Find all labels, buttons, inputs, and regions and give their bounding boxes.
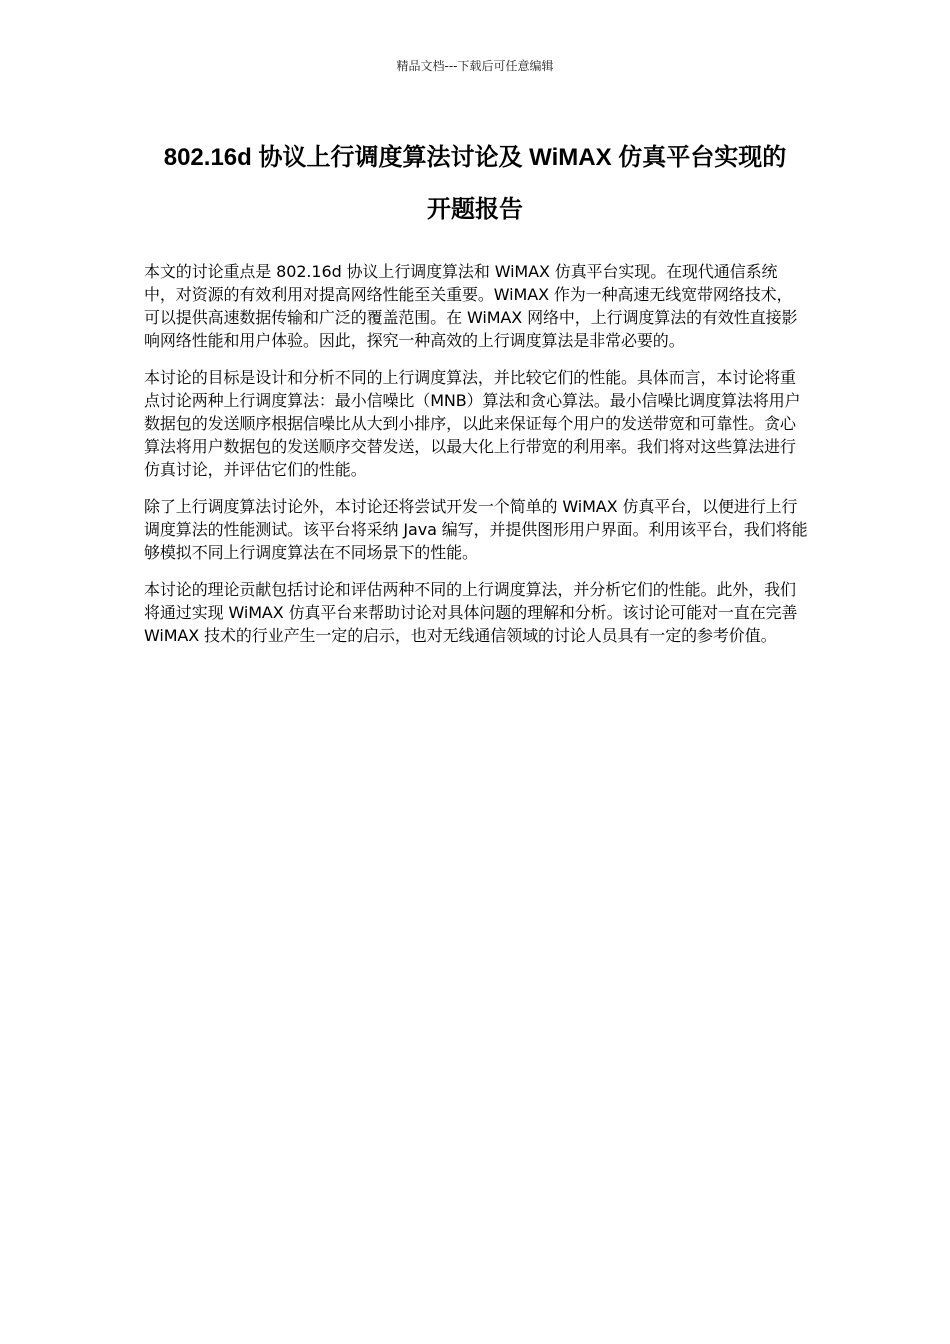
title-line-1: 802.16d 协议上行调度算法讨论及 WiMAX 仿真平台实现的 bbox=[163, 144, 787, 171]
paragraph-1: 本文的讨论重点是 802.16d 协议上行调度算法和 WiMAX 仿真平台实现。在现代通信系统中，对资源的有效利用对提高网络性能至关重要。WiMAX 作为一种高速无线宽带网络技术，可以提供高速数据传输和广泛的覆盖范围。在 WiMAX 网络中，上行调度算法的有效性直接影响网络性能和用户体验。因此，探究一种高效的上行调度算法是非常必要的。 bbox=[144, 262, 798, 350]
paragraph-2: 本讨论的目标是设计和分析不同的上行调度算法，并比较它们的性能。具体而言，本讨论将重点讨论两种上行调度算法：最小信噪比（MNB）算法和贪心算法。最小信噪比调度算法将用户数据包的发送顺序根据信噪比从大到小排序，以此来保证每个用户的发送带宽和可靠性。贪心算法将用户数据包的发送顺序交替发送，以最大化上行带宽的利用率。我们将对这些算法进行仿真讨论，并评估它们的性能。 bbox=[144, 368, 801, 479]
paragraph-3: 除了上行调度算法讨论外，本讨论还将尝试开发一个简单的 WiMAX 仿真平台，以便进行上行调度算法的性能测试。该平台将采纳 Java 编写，并提供图形用户界面。利用该平台，我们将能够模拟不同上行调度算法在不同场景下的性能。 bbox=[144, 497, 808, 562]
header-note: 精品文档---下载后可任意编辑 bbox=[396, 59, 554, 73]
document-body bbox=[144, 260, 808, 661]
title-line-2: 开题报告 bbox=[427, 196, 523, 223]
document-title bbox=[120, 132, 830, 236]
paragraph-4: 本讨论的理论贡献包括讨论和评估两种不同的上行调度算法，并分析它们的性能。此外，我们将通过实现 WiMAX 仿真平台来帮助讨论对具体问题的理解和分析。该讨论可能对一直在完善 WiMAX 技术的行业产生一定的启示，也对无线通信领域的讨论人员具有一定的参考价值。 bbox=[144, 580, 798, 645]
